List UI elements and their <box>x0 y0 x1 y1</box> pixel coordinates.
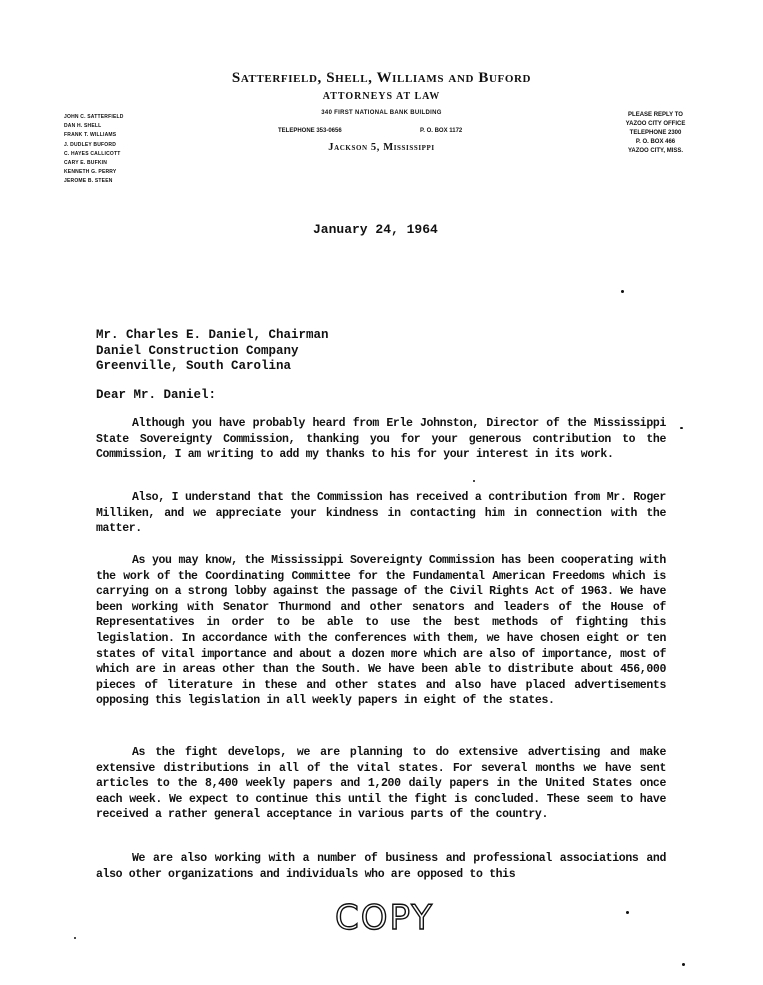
firm-po-box: P. O. BOX 1172 <box>420 128 463 134</box>
body-paragraph: Although you have probably heard from Erle Johnston, Director of the Mississippi State Sovereignty Commission, thanking you for your generous contribution to the Commission, I am writing to add my thanks to his for your interest in its work. <box>96 417 666 462</box>
body-paragraph: As you may know, the Mississippi Sovereignty Commission has been cooperating with the work of the Coordinating Committee for the Fundamental American Freedoms which is carrying on a strong lobby against the passage of the Civil Rights Act of 1963. We have been working with Senator Thurmond and other senators and leaders of the House of Representatives in order to be able to use the best methods of fighting this legislation. In accordance with the conferences with them, we have chosen eight or ten states of vital importance and about a dozen more which are also of importance, most of which are in areas other than the South. We have been able to distribute about 456,000 pieces of literature in these and other states and also have placed advertisements opposing this legislation in all weekly papers in eight of the states. <box>96 554 666 708</box>
firm-subtitle: ATTORNEYS AT LAW <box>322 91 441 102</box>
copy-stamp: COPY <box>335 898 435 938</box>
scan-speck <box>680 427 683 429</box>
firm-name: Satterfield, Shell, Williams and Buford <box>231 70 532 86</box>
partner-name: CARY E. BUFKIN <box>64 160 108 167</box>
reply-office-block <box>598 111 713 156</box>
partner-name: KENNETH G. PERRY <box>64 169 117 176</box>
scan-speck <box>626 911 629 914</box>
scan-speck <box>74 937 76 939</box>
recipient-company: Daniel Construction Company <box>96 343 299 358</box>
recipient-city: Greenville, South Carolina <box>96 359 292 373</box>
reply-line: YAZOO CITY, MISS. <box>627 148 684 154</box>
scan-speck <box>621 290 624 293</box>
partner-name: JEROME B. STEEN <box>64 178 113 185</box>
reply-line: P. O. BOX 466 <box>635 139 676 145</box>
reply-line: TELEPHONE 2300 <box>629 130 682 136</box>
body-paragraph: Also, I understand that the Commission has received a contribution from Mr. Roger Milliken, and we appreciate your kindness in contacting him in connection with the matter. <box>96 491 666 536</box>
firm-address: 340 FIRST NATIONAL BANK BUILDING <box>321 110 442 116</box>
scan-speck <box>473 480 475 482</box>
partner-name: JOHN C. SATTERFIELD <box>64 114 124 120</box>
reply-line: YAZOO CITY OFFICE <box>625 121 686 127</box>
recipient-address <box>96 328 329 375</box>
reply-line: PLEASE REPLY TO <box>628 112 683 118</box>
partner-name: J. DUDLEY BUFORD <box>64 141 117 148</box>
firm-city: Jackson 5, Mississippi <box>328 142 435 153</box>
scan-speck <box>682 963 685 966</box>
letter-date: January 24, 1964 <box>313 222 438 237</box>
salutation: Dear Mr. Daniel: <box>96 388 217 402</box>
body-paragraph: As the fight develops, we are planning to do extensive advertising and make extensive distributions in all of the vital states. For several months we have sent articles to the 8,400 weekly papers and 1,200 daily papers in the United States once each week. We expect to continue this until the fight is concluded. These seem to have received a rather general acceptance in various parts of the country. <box>96 746 666 822</box>
partner-name: DAN H. SHELL <box>64 123 102 130</box>
partner-name: FRANK T. WILLIAMS <box>64 132 117 139</box>
firm-telephone: TELEPHONE 353-0656 <box>278 128 342 134</box>
partner-list <box>64 113 124 187</box>
recipient-name: Mr. Charles E. Daniel, Chairman <box>96 328 329 342</box>
partner-name: C. HAYES CALLICOTT <box>64 150 121 157</box>
body-paragraph: We are also working with a number of business and professional associations and also other organizations and individuals who are opposed to this <box>96 852 666 881</box>
